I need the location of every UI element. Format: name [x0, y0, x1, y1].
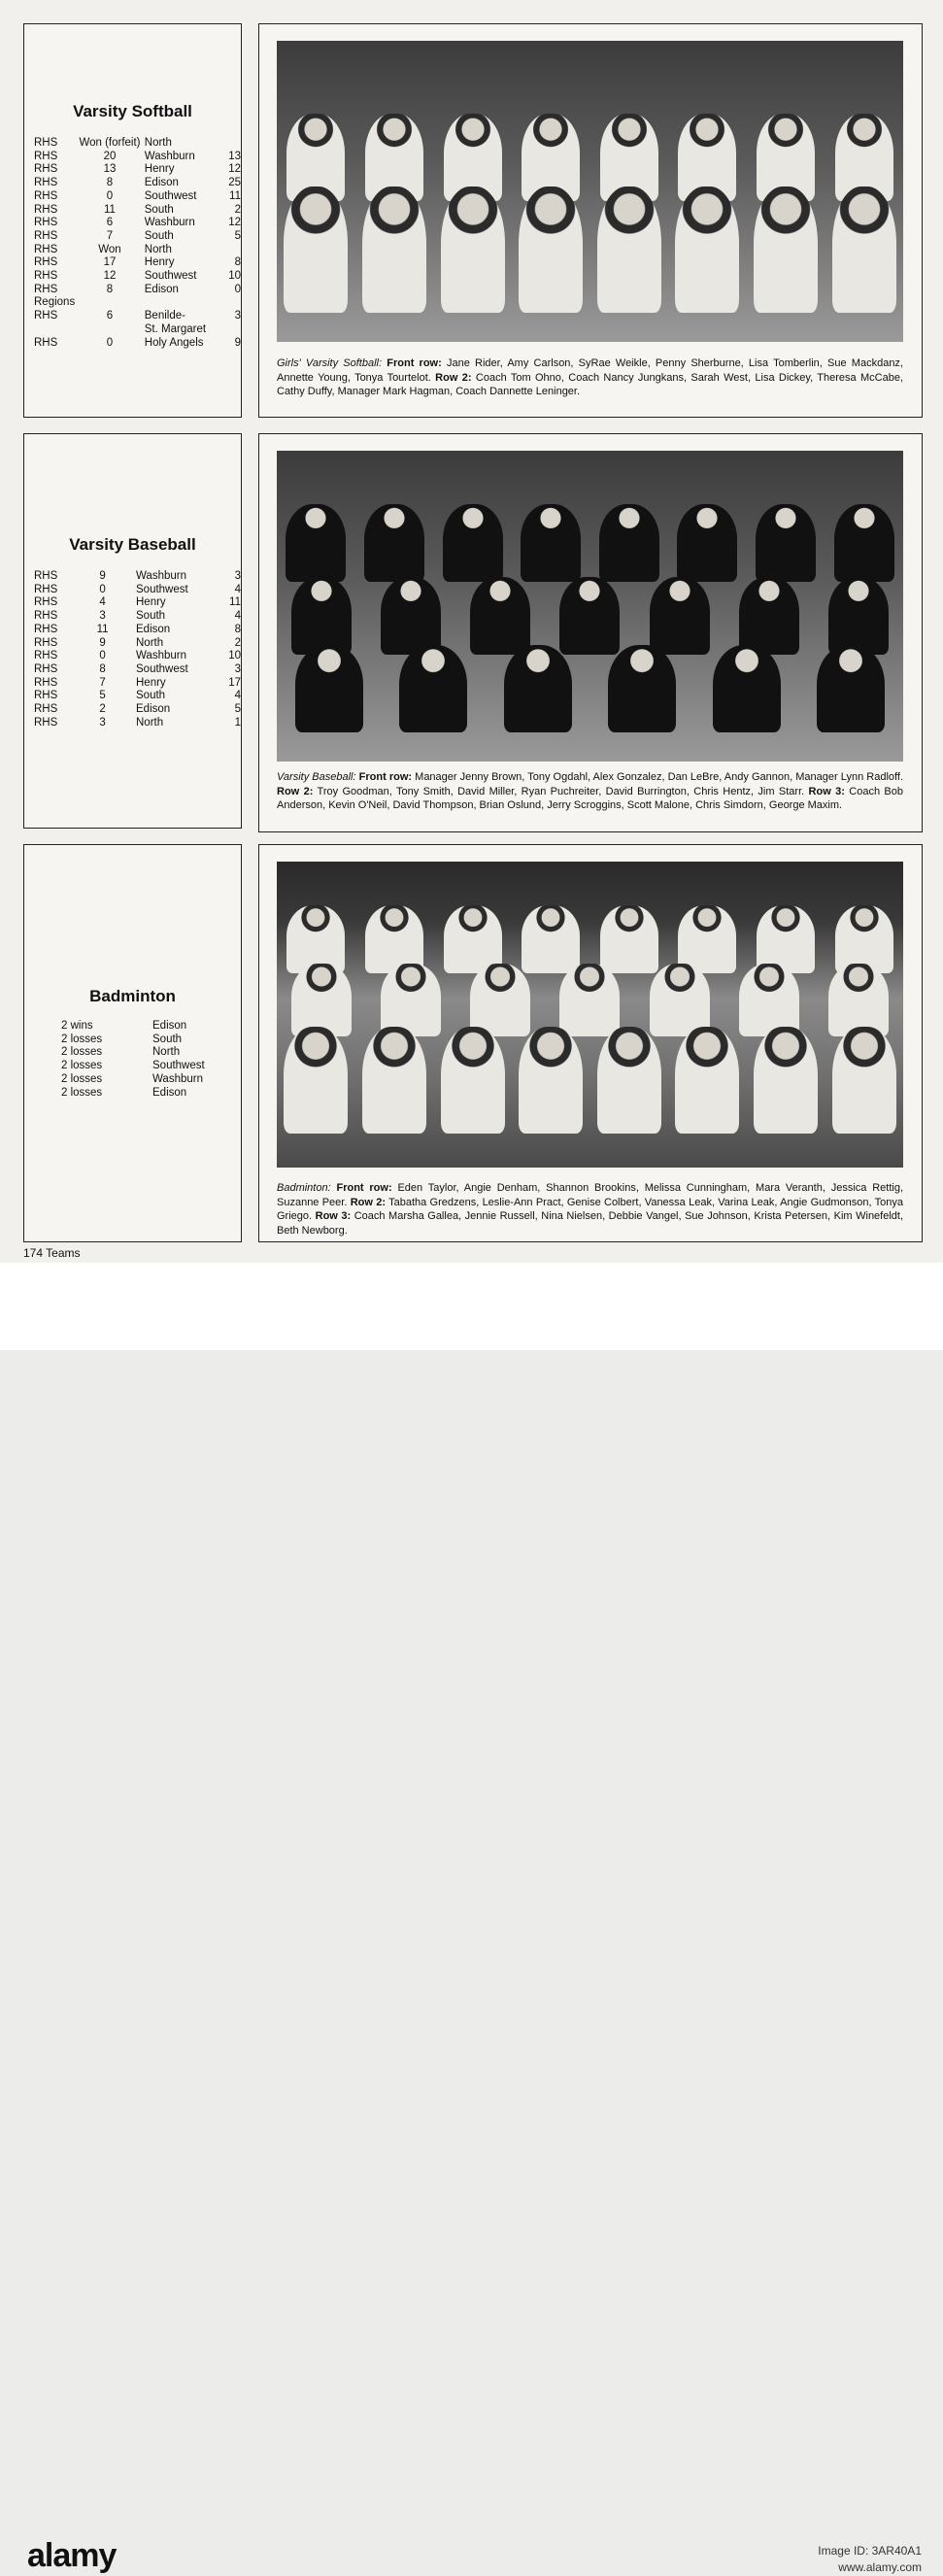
schedule-cell: RHS — [34, 137, 58, 149]
schedule-cell: 0 — [99, 650, 106, 662]
badminton-middle-row — [277, 964, 903, 1036]
team-member-figure — [441, 186, 505, 313]
schedule-row — [34, 296, 241, 310]
caption-label: Girls' Varsity Softball: — [277, 357, 383, 369]
schedule-cell: RHS — [34, 662, 58, 675]
schedule-cell: RHS — [34, 150, 58, 162]
team-member-figure — [828, 964, 889, 1036]
schedule-row — [34, 337, 241, 351]
schedule-cell — [221, 137, 241, 151]
team-member-figure — [504, 645, 572, 732]
schedule-cell: Washburn — [136, 650, 186, 662]
schedule-cell: 7 — [106, 229, 114, 242]
softball-team-photo — [277, 41, 903, 342]
team-member-figure — [441, 1027, 505, 1134]
schedule-cell: South — [144, 203, 174, 216]
schedule-cell: 2 losses — [61, 1060, 103, 1072]
badminton-team-photo — [277, 862, 903, 1168]
badminton-front-row — [277, 1027, 903, 1134]
team-member-figure — [381, 964, 441, 1036]
schedule-cell: 2 — [234, 203, 241, 216]
schedule-cell — [221, 323, 241, 337]
schedule-row — [34, 163, 241, 177]
schedule-cell: 8 — [234, 623, 241, 635]
baseball-team-photo — [277, 451, 903, 762]
schedule-cell: Southwest — [136, 583, 188, 595]
schedule-cell: 8 — [99, 662, 106, 675]
caption-names: Manager Jenny Brown, Tony Ogdahl, Alex Gonzalez, Dan LeBre, Andy Gannon, Manager Lynn Radloff. — [415, 771, 903, 783]
stock-id — [818, 2543, 922, 2576]
baseball-schedule-box — [23, 433, 242, 829]
schedule-row — [34, 610, 241, 624]
schedule-cell: Southwest — [144, 270, 197, 283]
baseball-schedule-table — [34, 570, 241, 729]
schedule-cell: Washburn — [152, 1072, 203, 1085]
caption-row-label: Row 2: — [435, 371, 472, 384]
caption-row-label: Front row: — [387, 357, 442, 369]
schedule-cell: RHS — [34, 596, 58, 609]
schedule-cell: North — [136, 636, 164, 649]
schedule-cell: RHS — [34, 189, 58, 202]
schedule-cell: 8 — [106, 177, 114, 189]
caption-names: Tabatha Gredzens, Leslie-Ann Pract, Genise Colbert, Vanessa Leak, Varina Leak, Angie Gudmonson, Tonya Griego. — [277, 1196, 903, 1223]
team-member-figure — [364, 504, 424, 582]
schedule-row — [34, 650, 241, 663]
baseball-title: Varsity Baseball — [69, 535, 196, 554]
schedule-cell: Washburn — [144, 150, 195, 162]
team-member-figure — [650, 964, 710, 1036]
schedule-cell: 4 — [234, 690, 241, 702]
caption-names: Eden Taylor, Angie Denham, Shannon Brookins, Melissa Cunningham, Mara Veranth, Jessica Rettig, Suzanne Peer. — [277, 1182, 903, 1208]
schedule-row — [34, 596, 241, 610]
schedule-cell: North — [136, 716, 164, 729]
schedule-cell — [75, 296, 145, 310]
team-member-figure — [291, 577, 352, 655]
schedule-cell: 13 — [228, 150, 241, 162]
baseball-front-row — [277, 645, 903, 732]
schedule-cell: 11 — [229, 189, 241, 202]
schedule-cell: 3 — [234, 662, 241, 675]
schedule-cell: 2 losses — [61, 1086, 103, 1099]
schedule-cell: 12 — [228, 163, 241, 176]
schedule-row — [34, 677, 241, 691]
team-member-figure — [362, 1027, 426, 1134]
schedule-cell: 11 — [96, 623, 109, 635]
schedule-cell: Edison — [144, 177, 179, 189]
schedule-cell: 4 — [234, 610, 241, 623]
schedule-cell: 7 — [99, 676, 106, 689]
team-member-figure — [817, 645, 885, 732]
schedule-cell: South — [136, 610, 166, 623]
team-member-figure — [399, 645, 467, 732]
schedule-cell — [34, 323, 75, 337]
schedule-row — [61, 1087, 240, 1101]
softball-schedule-table — [34, 137, 241, 350]
team-member-figure — [362, 186, 426, 313]
schedule-cell: 3 — [234, 310, 241, 322]
team-member-figure — [291, 964, 352, 1036]
schedule-cell: St. Margaret — [144, 322, 207, 335]
schedule-cell: 2 — [99, 703, 106, 716]
team-member-figure — [739, 964, 799, 1036]
schedule-row — [34, 137, 241, 151]
schedule-cell: South — [152, 1033, 183, 1045]
schedule-cell — [221, 244, 241, 257]
schedule-cell — [145, 296, 222, 310]
team-member-figure — [559, 964, 620, 1036]
team-member-figure — [519, 1027, 583, 1134]
caption-names: Coach Bob Anderson, Kevin O'Neil, David Thompson, Brian Oslund, Jerry Scroggins, Scott Malone, Chris Simdorn, George Maxim. — [277, 785, 903, 812]
team-member-figure — [443, 504, 503, 582]
schedule-cell: 2 losses — [61, 1033, 103, 1045]
schedule-cell: 5 — [99, 690, 106, 702]
schedule-cell: 6 — [106, 217, 114, 229]
schedule-cell: 20 — [103, 150, 117, 162]
baseball-photo-box — [258, 433, 923, 832]
schedule-cell: RHS — [34, 310, 58, 322]
schedule-cell: 11 — [229, 596, 241, 609]
schedule-row — [34, 230, 241, 244]
schedule-cell: RHS — [34, 703, 58, 716]
schedule-cell: Henry — [136, 596, 166, 609]
schedule-cell: 2 losses — [61, 1046, 103, 1059]
schedule-cell: RHS — [34, 336, 58, 349]
schedule-cell: 9 — [99, 570, 106, 582]
team-member-figure — [295, 645, 363, 732]
schedule-cell: 2 wins — [61, 1020, 93, 1032]
schedule-cell: Southwest — [152, 1060, 205, 1072]
schedule-cell: Henry — [136, 676, 166, 689]
schedule-cell: 9 — [234, 336, 241, 349]
caption-row-label: Front row: — [358, 771, 413, 783]
team-member-figure — [608, 645, 676, 732]
schedule-cell: Southwest — [136, 662, 188, 675]
caption-row-label: Front row: — [336, 1182, 392, 1194]
team-member-figure — [470, 964, 530, 1036]
schedule-cell: 17 — [103, 256, 117, 269]
schedule-cell: 2 — [234, 636, 241, 649]
caption-label: Varsity Baseball: — [277, 771, 356, 783]
schedule-cell: 9 — [99, 636, 106, 649]
badminton-schedule-box — [23, 844, 242, 1242]
schedule-cell: RHS — [34, 636, 58, 649]
schedule-cell: Southwest — [144, 189, 197, 202]
schedule-row — [61, 1034, 240, 1047]
schedule-cell: 4 — [99, 596, 106, 609]
alamy-logo: alamy — [27, 2537, 117, 2574]
schedule-row — [34, 256, 241, 270]
team-member-figure — [597, 186, 661, 313]
schedule-row — [34, 217, 241, 230]
team-member-figure — [828, 577, 889, 655]
schedule-cell: Regions — [34, 296, 76, 309]
schedule-cell: RHS — [34, 690, 58, 702]
softball-photo-box — [258, 23, 923, 418]
schedule-row — [34, 190, 241, 204]
schedule-cell: RHS — [34, 610, 58, 623]
team-member-figure — [834, 504, 894, 582]
schedule-row — [34, 690, 241, 703]
schedule-cell: RHS — [34, 623, 58, 635]
schedule-cell: RHS — [34, 217, 58, 229]
schedule-cell: South — [136, 690, 166, 702]
badminton-schedule-table — [61, 1020, 240, 1100]
caption-row-label: Row 3: — [808, 785, 845, 797]
schedule-row — [34, 270, 241, 284]
schedule-cell: Edison — [136, 623, 171, 635]
schedule-row — [61, 1046, 240, 1060]
caption-row-label: Row 3: — [315, 1210, 352, 1223]
schedule-cell: Benilde- — [144, 310, 185, 322]
schedule-cell: 3 — [234, 570, 241, 582]
schedule-row — [61, 1020, 240, 1034]
schedule-cell: 8 — [106, 283, 114, 295]
schedule-cell: Won — [98, 243, 121, 255]
schedule-cell: RHS — [34, 676, 58, 689]
caption-row-label: Row 2: — [277, 785, 314, 797]
schedule-cell: 0 — [234, 283, 241, 295]
schedule-row — [34, 284, 241, 297]
schedule-cell: RHS — [34, 177, 58, 189]
schedule-cell: Edison — [144, 283, 179, 295]
team-member-figure — [739, 577, 799, 655]
team-member-figure — [650, 577, 710, 655]
schedule-row — [34, 570, 241, 584]
schedule-cell: North — [152, 1046, 181, 1059]
team-member-figure — [470, 577, 530, 655]
team-member-figure — [832, 186, 896, 313]
baseball-back-row — [277, 504, 903, 582]
team-member-figure — [284, 1027, 348, 1134]
schedule-cell: Henry — [144, 163, 175, 176]
team-member-figure — [559, 577, 620, 655]
team-member-figure — [756, 504, 816, 582]
page-folio: 174 Teams — [23, 1246, 81, 1260]
schedule-cell: RHS — [34, 229, 58, 242]
schedule-cell: 25 — [228, 177, 241, 189]
schedule-row — [34, 177, 241, 190]
schedule-cell: RHS — [34, 203, 58, 216]
softball-title: Varsity Softball — [73, 102, 192, 120]
team-member-figure — [754, 1027, 818, 1134]
schedule-cell: 10 — [228, 270, 241, 283]
team-member-figure — [713, 645, 781, 732]
team-member-figure — [597, 1027, 661, 1134]
schedule-cell: RHS — [34, 283, 58, 295]
schedule-cell: Washburn — [144, 217, 195, 229]
schedule-cell: 8 — [234, 256, 241, 269]
baseball-caption — [277, 770, 903, 813]
schedule-row — [34, 624, 241, 637]
team-member-figure — [677, 504, 737, 582]
schedule-cell: Edison — [152, 1020, 187, 1032]
softball-caption — [277, 356, 903, 399]
schedule-row — [34, 310, 241, 323]
team-member-figure — [599, 504, 659, 582]
schedule-cell: 0 — [106, 336, 114, 349]
schedule-cell: RHS — [34, 570, 58, 582]
caption-label: Badminton: — [277, 1182, 331, 1194]
schedule-row — [34, 244, 241, 257]
softball-schedule-box — [23, 23, 242, 418]
schedule-row — [34, 703, 241, 717]
team-member-figure — [286, 504, 346, 582]
schedule-cell: 13 — [103, 163, 117, 176]
schedule-cell: North — [144, 243, 172, 255]
schedule-cell — [75, 323, 145, 337]
badminton-caption — [277, 1181, 903, 1237]
schedule-cell: 4 — [234, 583, 241, 595]
schedule-cell: Washburn — [136, 570, 186, 582]
team-member-figure — [519, 186, 583, 313]
schedule-row — [34, 584, 241, 597]
schedule-cell: RHS — [34, 716, 58, 729]
schedule-row — [34, 717, 241, 730]
image-id: Image ID: 3AR40A1 — [818, 2544, 922, 2558]
schedule-cell: North — [144, 137, 172, 149]
schedule-cell: 12 — [228, 217, 241, 229]
schedule-row — [34, 204, 241, 218]
schedule-cell: Won (forfeit) — [79, 137, 141, 149]
schedule-row — [34, 323, 241, 337]
schedule-row — [34, 151, 241, 164]
schedule-row — [61, 1060, 240, 1073]
schedule-cell: 3 — [99, 716, 106, 729]
team-member-figure — [832, 1027, 896, 1134]
caption-names: Coach Tom Ohno, Coach Nancy Jungkans, Sarah West, Lisa Dickey, Theresa McCabe, Cathy Duffy, Manager Mark Hagman, Coach Dannette Leninger. — [277, 371, 904, 398]
schedule-cell: 0 — [99, 583, 106, 595]
schedule-cell: RHS — [34, 163, 58, 176]
team-member-figure — [521, 504, 581, 582]
caption-names: Jane Rider, Amy Carlson, SyRae Weikle, Penny Sherburne, Lisa Tomberlin, Sue Mackdanz, Annette Young, Tonya Tourtelot. — [277, 357, 903, 384]
team-member-figure — [754, 186, 818, 313]
schedule-cell: RHS — [34, 256, 58, 269]
schedule-cell: 12 — [103, 270, 117, 283]
schedule-cell: 17 — [228, 676, 241, 689]
schedule-cell: 2 losses — [61, 1072, 103, 1085]
schedule-cell: 3 — [99, 610, 106, 623]
schedule-cell: Holy Angels — [144, 336, 204, 349]
schedule-cell: RHS — [34, 650, 58, 662]
baseball-middle-row — [277, 577, 903, 655]
yearbook-page — [0, 0, 943, 1263]
caption-names: Troy Goodman, Tony Smith, David Miller, Ryan Puchreiter, David Burrington, Chris Hentz, Jim Starr. — [317, 785, 805, 797]
schedule-cell: 1 — [234, 716, 241, 729]
schedule-cell: 10 — [228, 650, 241, 662]
badminton-photo-box — [258, 844, 923, 1242]
schedule-cell: 5 — [234, 703, 241, 716]
schedule-cell: Edison — [136, 703, 171, 716]
schedule-cell — [221, 296, 241, 310]
schedule-cell: RHS — [34, 270, 58, 283]
schedule-cell: RHS — [34, 583, 58, 595]
badminton-title: Badminton — [89, 987, 176, 1005]
softball-front-row — [277, 186, 903, 313]
team-member-figure — [675, 1027, 739, 1134]
schedule-cell: RHS — [34, 243, 58, 255]
caption-row-label: Row 2: — [350, 1196, 386, 1208]
site-url: www.alamy.com — [838, 2560, 922, 2574]
schedule-row — [34, 663, 241, 677]
schedule-row — [61, 1073, 240, 1087]
schedule-row — [34, 637, 241, 651]
schedule-cell: South — [144, 229, 174, 242]
watermark-banner — [0, 1263, 943, 2574]
team-member-figure — [284, 186, 348, 313]
team-member-figure — [381, 577, 441, 655]
schedule-cell: 0 — [106, 189, 114, 202]
team-member-figure — [675, 186, 739, 313]
caption-names: Coach Marsha Gallea, Jennie Russell, Nina Nielsen, Debbie Vangel, Sue Johnson, Krista Petersen, Kim Winefeldt, Beth Newborg. — [277, 1210, 904, 1237]
schedule-cell: 5 — [234, 229, 241, 242]
schedule-cell: 11 — [104, 203, 116, 216]
schedule-cell: 6 — [106, 310, 114, 322]
schedule-cell: Henry — [144, 256, 175, 269]
schedule-cell: Edison — [152, 1086, 187, 1099]
